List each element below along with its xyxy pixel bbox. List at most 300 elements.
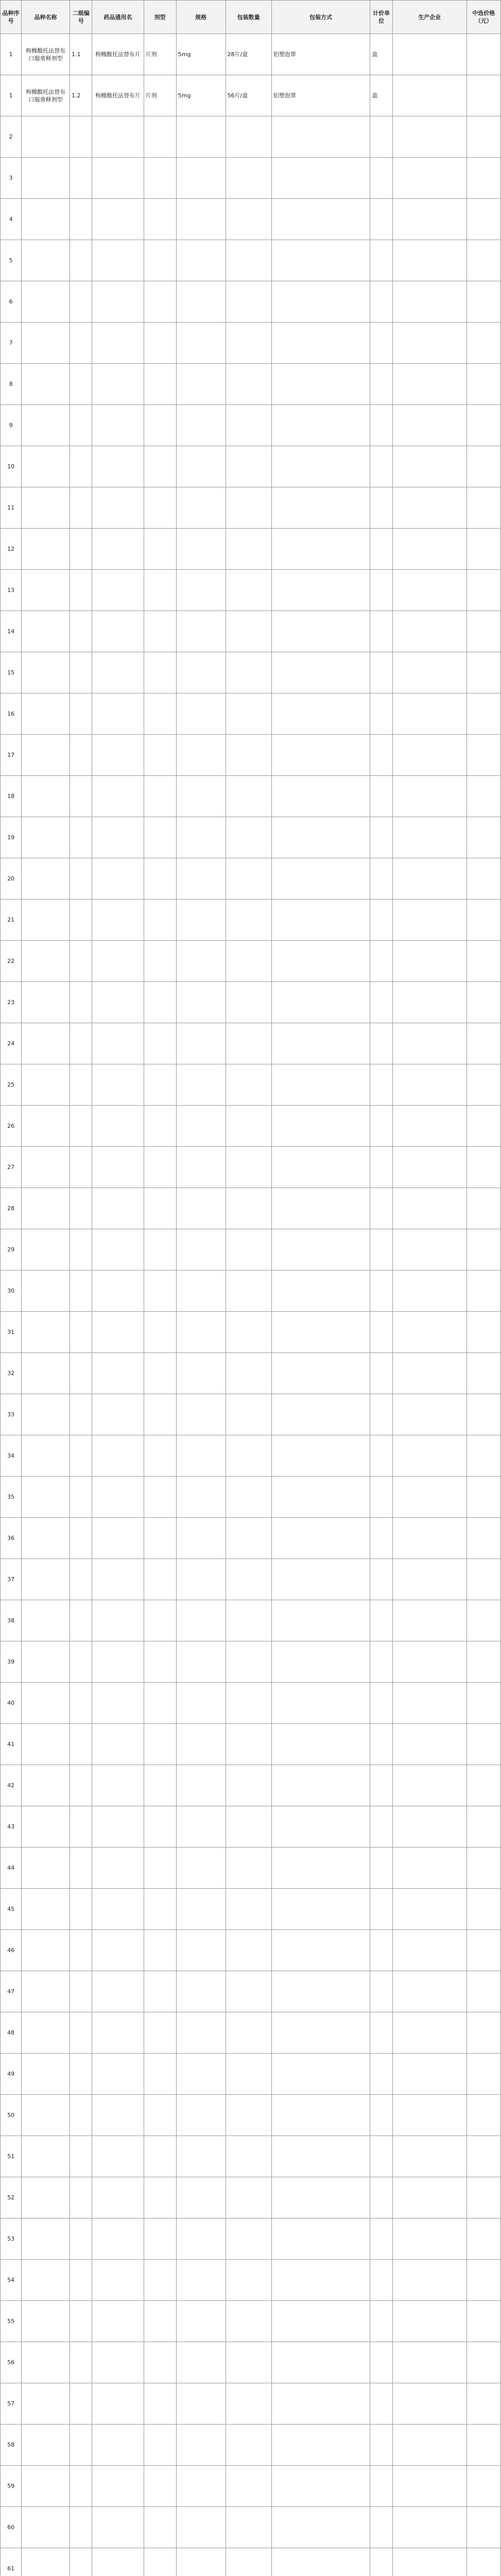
cell-pricing-unit [370,1889,393,1930]
cell-product-name [22,2466,70,2507]
cell-pricing-unit [370,2301,393,2342]
cell-manufacturer [392,652,467,693]
cell-pricing-unit [370,364,393,405]
cell-specification [176,2218,226,2260]
cell-product-name [22,1477,70,1518]
cell-pricing-unit [370,1518,393,1559]
cell-package-quantity [226,2342,271,2383]
cell-product-no: 20 [1,858,22,900]
cell-manufacturer [392,693,467,735]
cell-specification [176,1765,226,1806]
cell-product-no: 58 [1,2425,22,2466]
cell-package-quantity [226,281,271,323]
cell-product-name [22,1765,70,1806]
cell-winning-price [467,405,500,446]
cell-package-quantity [226,1270,271,1312]
cell-dosage-form [144,1518,176,1559]
cell-winning-price [467,34,500,75]
cell-pricing-unit [370,2054,393,2095]
cell-product-no: 55 [1,2301,22,2342]
cell-sub-no [70,1435,92,1477]
cell-winning-price [467,1559,500,1600]
cell-product-name [22,405,70,446]
cell-manufacturer [392,281,467,323]
cell-generic-name [92,1641,144,1683]
cell-sub-no [70,2054,92,2095]
cell-generic-name [92,1353,144,1394]
cell-winning-price [467,2466,500,2507]
cell-dosage-form [144,364,176,405]
table-row [1,34,501,75]
cell-manufacturer [392,1559,467,1600]
cell-winning-price [467,1889,500,1930]
cell-specification [176,364,226,405]
cell-dosage-form [144,1477,176,1518]
table-row [1,2342,501,2383]
cell-package-type [271,116,370,158]
cell-dosage-form [144,1312,176,1353]
cell-winning-price [467,1848,500,1889]
cell-dosage-form [144,570,176,611]
cell-pricing-unit [370,1971,393,2012]
cell-product-no: 23 [1,982,22,1023]
cell-product-no: 15 [1,652,22,693]
cell-package-quantity [226,2218,271,2260]
cell-manufacturer [392,2301,467,2342]
cell-specification [176,693,226,735]
cell-generic-name [92,1971,144,2012]
cell-dosage-form [144,693,176,735]
cell-winning-price [467,900,500,941]
cell-package-quantity [226,2425,271,2466]
table-row [1,817,501,858]
cell-dosage-form [144,1930,176,1971]
cell-sub-no [70,1023,92,1064]
cell-package-quantity [226,364,271,405]
cell-generic-name [92,735,144,776]
cell-package-quantity [226,1683,271,1724]
cell-package-type [271,1188,370,1229]
cell-generic-name [92,323,144,364]
cell-pricing-unit [370,611,393,652]
cell-dosage-form [144,1229,176,1270]
cell-generic-name [92,2507,144,2548]
cell-specification [176,1188,226,1229]
cell-product-no: 44 [1,1848,22,1889]
cell-specification [176,1147,226,1188]
table-row [1,1147,501,1188]
header-product-name: 品种名称 [22,1,70,34]
cell-product-name [22,199,70,240]
cell-package-type [271,529,370,570]
table-row [1,1270,501,1312]
cell-product-no: 6 [1,281,22,323]
cell-manufacturer [392,75,467,116]
cell-package-quantity [226,1930,271,1971]
table-row [1,652,501,693]
table-row [1,735,501,776]
cell-winning-price [467,1312,500,1353]
table-row [1,75,501,116]
cell-product-name [22,1641,70,1683]
cell-specification [176,2054,226,2095]
cell-product-no: 61 [1,2548,22,2576]
cell-product-name: 枸橼酸托法替布口服常释剂型 [22,34,70,75]
cell-winning-price [467,735,500,776]
cell-product-no: 40 [1,1683,22,1724]
table-row [1,611,501,652]
cell-specification [176,817,226,858]
cell-package-type: 铝塑泡罩 [271,75,370,116]
cell-pricing-unit [370,2218,393,2260]
cell-package-type [271,1765,370,1806]
cell-package-quantity [226,487,271,529]
cell-product-name [22,2342,70,2383]
cell-generic-name: 枸橼酸托法替布片 [92,75,144,116]
cell-pricing-unit: 盒 [370,75,393,116]
cell-sub-no [70,2507,92,2548]
cell-product-name [22,1270,70,1312]
cell-pricing-unit [370,487,393,529]
cell-package-type [271,2095,370,2136]
cell-manufacturer [392,2136,467,2177]
cell-product-no: 16 [1,693,22,735]
cell-dosage-form [144,1806,176,1848]
cell-winning-price [467,1064,500,1106]
cell-specification [176,158,226,199]
cell-pricing-unit [370,2507,393,2548]
cell-dosage-form [144,1270,176,1312]
cell-manufacturer [392,1806,467,1848]
cell-product-no: 28 [1,1188,22,1229]
cell-generic-name [92,2260,144,2301]
table-row [1,1765,501,1806]
cell-pricing-unit [370,735,393,776]
cell-package-type [271,1971,370,2012]
cell-winning-price [467,2177,500,2218]
cell-dosage-form [144,1641,176,1683]
cell-product-no: 7 [1,323,22,364]
cell-dosage-form [144,158,176,199]
cell-sub-no: 1.2 [70,75,92,116]
cell-manufacturer [392,858,467,900]
cell-product-no: 54 [1,2260,22,2301]
cell-dosage-form [144,611,176,652]
cell-package-quantity [226,652,271,693]
cell-pricing-unit [370,1600,393,1641]
cell-product-no: 19 [1,817,22,858]
cell-package-quantity [226,693,271,735]
cell-sub-no [70,1518,92,1559]
cell-pricing-unit [370,1188,393,1229]
cell-dosage-form [144,1724,176,1765]
cell-package-quantity: 56片/盒 [226,75,271,116]
cell-package-type [271,1229,370,1270]
cell-generic-name [92,2466,144,2507]
cell-generic-name [92,1147,144,1188]
cell-generic-name [92,776,144,817]
cell-specification [176,652,226,693]
cell-sub-no [70,1229,92,1270]
table-row [1,405,501,446]
cell-product-name [22,1971,70,2012]
cell-pricing-unit [370,1270,393,1312]
cell-product-name [22,158,70,199]
cell-dosage-form [144,1353,176,1394]
cell-specification [176,1683,226,1724]
header-package-type: 包装方式 [271,1,370,34]
cell-sub-no [70,776,92,817]
cell-winning-price [467,1147,500,1188]
cell-generic-name [92,1270,144,1312]
cell-specification [176,281,226,323]
cell-manufacturer [392,776,467,817]
cell-dosage-form [144,941,176,982]
cell-pricing-unit [370,570,393,611]
cell-pricing-unit [370,652,393,693]
cell-winning-price [467,1435,500,1477]
cell-product-name [22,1147,70,1188]
cell-generic-name [92,2425,144,2466]
cell-sub-no [70,900,92,941]
cell-pricing-unit [370,116,393,158]
cell-sub-no [70,1930,92,1971]
cell-pricing-unit [370,1765,393,1806]
cell-winning-price [467,1353,500,1394]
cell-product-no: 50 [1,2095,22,2136]
cell-product-name [22,1394,70,1435]
cell-product-name [22,1806,70,1848]
cell-product-name [22,2425,70,2466]
cell-sub-no [70,1064,92,1106]
cell-product-name [22,900,70,941]
cell-package-quantity [226,1353,271,1394]
cell-winning-price [467,1188,500,1229]
cell-manufacturer [392,1765,467,1806]
cell-winning-price [467,2095,500,2136]
cell-winning-price [467,2136,500,2177]
cell-specification [176,611,226,652]
cell-package-type [271,1683,370,1724]
cell-dosage-form [144,487,176,529]
cell-pricing-unit [370,405,393,446]
cell-pricing-unit [370,529,393,570]
cell-package-type [271,611,370,652]
cell-package-type [271,1394,370,1435]
cell-generic-name [92,2301,144,2342]
cell-product-no: 2 [1,116,22,158]
cell-generic-name [92,199,144,240]
cell-sub-no [70,2136,92,2177]
table-row [1,1971,501,2012]
cell-pricing-unit [370,1435,393,1477]
cell-pricing-unit [370,1106,393,1147]
cell-product-name [22,982,70,1023]
cell-dosage-form [144,2466,176,2507]
cell-generic-name [92,487,144,529]
cell-dosage-form: 片剂 [144,75,176,116]
cell-package-quantity [226,1806,271,1848]
cell-package-type [271,1270,370,1312]
cell-product-name [22,1312,70,1353]
cell-product-name [22,2177,70,2218]
cell-product-no: 11 [1,487,22,529]
cell-specification [176,1270,226,1312]
cell-product-no: 35 [1,1477,22,1518]
cell-product-name [22,1229,70,1270]
header-product-no: 品种序号 [1,1,22,34]
table-row [1,2012,501,2054]
cell-product-name [22,817,70,858]
cell-sub-no [70,1147,92,1188]
table-row [1,2383,501,2425]
table-row [1,2054,501,2095]
cell-winning-price [467,1518,500,1559]
cell-generic-name [92,900,144,941]
cell-manufacturer [392,2054,467,2095]
cell-specification [176,2095,226,2136]
cell-package-type [271,1724,370,1765]
table-row [1,364,501,405]
cell-product-name [22,693,70,735]
cell-pricing-unit [370,2177,393,2218]
cell-package-quantity [226,405,271,446]
cell-package-quantity [226,2466,271,2507]
cell-specification [176,1724,226,1765]
cell-package-quantity [226,611,271,652]
table-row [1,2095,501,2136]
cell-dosage-form [144,1600,176,1641]
cell-sub-no [70,693,92,735]
cell-product-name [22,116,70,158]
table-row [1,941,501,982]
cell-generic-name [92,570,144,611]
cell-product-name [22,1064,70,1106]
cell-package-type [271,1518,370,1559]
table-row [1,1106,501,1147]
cell-winning-price [467,1683,500,1724]
cell-manufacturer [392,1848,467,1889]
header-package-quantity: 包装数量 [226,1,271,34]
cell-pricing-unit [370,693,393,735]
cell-package-type [271,2054,370,2095]
cell-sub-no [70,487,92,529]
cell-dosage-form [144,446,176,487]
cell-product-no: 34 [1,1435,22,1477]
cell-generic-name [92,652,144,693]
cell-product-name [22,776,70,817]
cell-specification [176,858,226,900]
cell-package-type [271,735,370,776]
cell-sub-no [70,1477,92,1518]
cell-specification [176,487,226,529]
cell-product-name [22,1600,70,1641]
table-row [1,2466,501,2507]
cell-manufacturer [392,487,467,529]
cell-product-no: 36 [1,1518,22,1559]
header-winning-price: 中选价格（元） [467,1,500,34]
cell-specification [176,446,226,487]
cell-sub-no [70,2342,92,2383]
cell-specification [176,2012,226,2054]
cell-generic-name [92,2012,144,2054]
cell-dosage-form [144,1683,176,1724]
cell-product-no: 3 [1,158,22,199]
cell-sub-no [70,817,92,858]
cell-specification [176,2507,226,2548]
cell-product-no: 33 [1,1394,22,1435]
cell-manufacturer [392,1064,467,1106]
cell-product-no: 18 [1,776,22,817]
cell-product-no: 31 [1,1312,22,1353]
header-manufacturer: 生产企业 [392,1,467,34]
cell-manufacturer [392,2012,467,2054]
cell-package-quantity [226,1064,271,1106]
cell-sub-no [70,158,92,199]
cell-product-no: 29 [1,1229,22,1270]
cell-pricing-unit: 盒 [370,34,393,75]
cell-manufacturer [392,323,467,364]
cell-winning-price [467,116,500,158]
cell-winning-price [467,1477,500,1518]
cell-generic-name [92,2342,144,2383]
cell-product-no: 5 [1,240,22,281]
cell-package-type [271,1848,370,1889]
cell-package-quantity [226,1600,271,1641]
cell-dosage-form [144,1559,176,1600]
cell-product-no: 49 [1,2054,22,2095]
cell-pricing-unit [370,2136,393,2177]
cell-sub-no [70,1559,92,1600]
cell-pricing-unit [370,2425,393,2466]
cell-pricing-unit [370,1229,393,1270]
cell-package-type [271,1477,370,1518]
cell-specification [176,2177,226,2218]
cell-generic-name [92,1889,144,1930]
table-row [1,1353,501,1394]
cell-package-quantity [226,982,271,1023]
cell-product-name [22,2260,70,2301]
cell-winning-price [467,776,500,817]
cell-product-name [22,1848,70,1889]
cell-sub-no [70,2383,92,2425]
cell-dosage-form [144,2260,176,2301]
cell-winning-price [467,652,500,693]
cell-specification [176,2548,226,2576]
cell-product-name [22,1930,70,1971]
cell-package-quantity [226,2507,271,2548]
cell-product-name [22,1724,70,1765]
cell-dosage-form [144,2136,176,2177]
cell-dosage-form [144,116,176,158]
cell-sub-no [70,1270,92,1312]
table-row [1,446,501,487]
cell-specification [176,1930,226,1971]
cell-manufacturer [392,1683,467,1724]
cell-package-type [271,2507,370,2548]
cell-winning-price [467,2342,500,2383]
cell-specification [176,405,226,446]
cell-winning-price [467,487,500,529]
cell-pricing-unit [370,281,393,323]
cell-sub-no [70,941,92,982]
cell-sub-no [70,2301,92,2342]
cell-package-type [271,323,370,364]
cell-product-no: 26 [1,1106,22,1147]
cell-winning-price [467,323,500,364]
cell-product-name [22,941,70,982]
cell-winning-price [467,1394,500,1435]
